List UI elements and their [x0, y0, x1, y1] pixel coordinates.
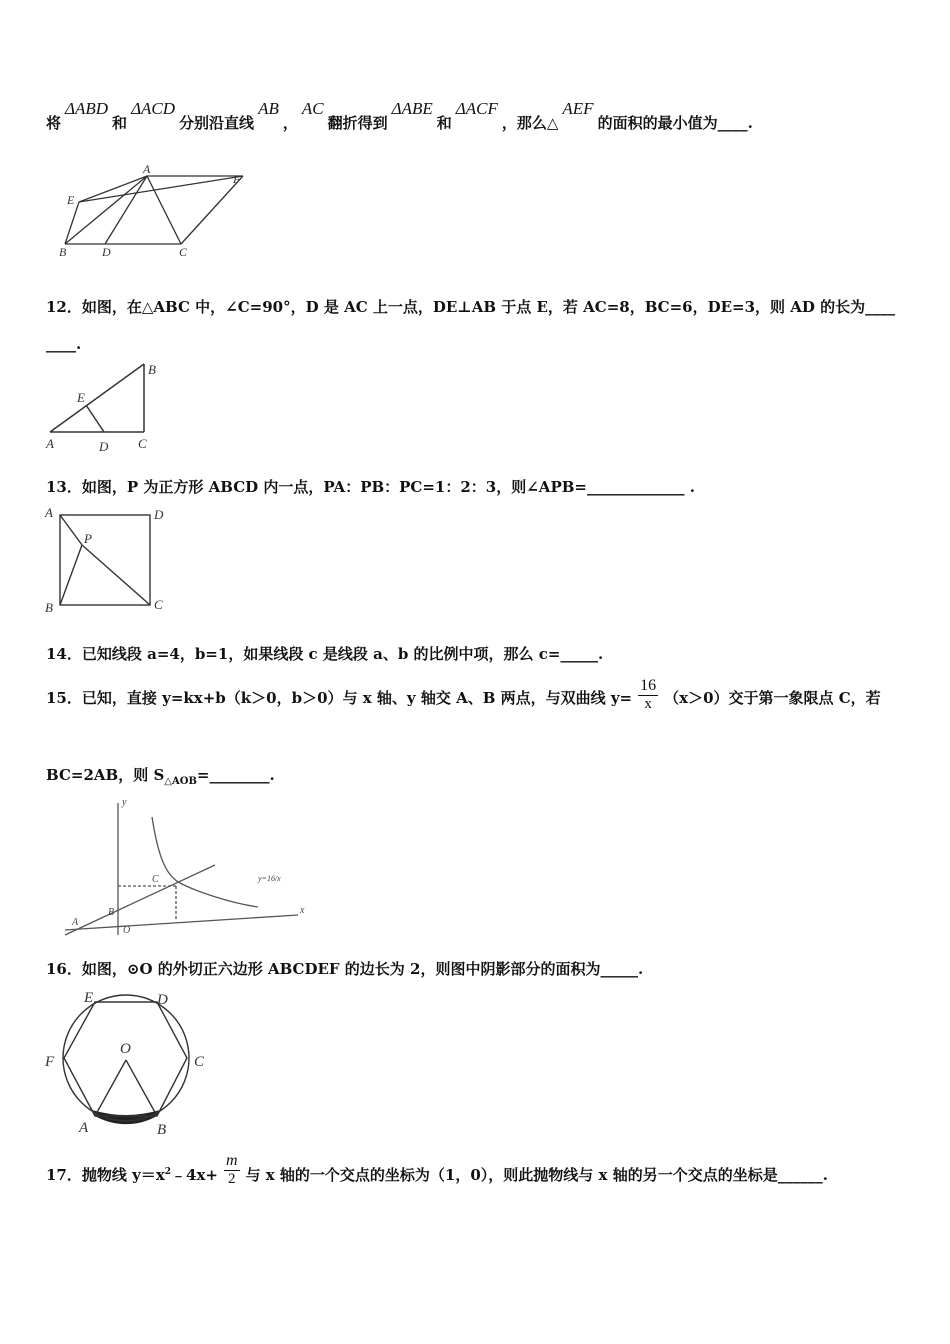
- fig12-label-E: E: [77, 390, 85, 405]
- figure-11: [55, 162, 255, 262]
- fig11-label-D: D: [102, 245, 111, 259]
- fig13-label-D: D: [154, 507, 164, 522]
- fig16-label-A: A: [79, 1120, 89, 1136]
- q17-part1: 17．抛物线 y＝x: [46, 1166, 165, 1184]
- q11-mid1: 分别沿直线: [179, 114, 255, 132]
- figure-12: [42, 360, 172, 455]
- fig16-label-O: O: [120, 1041, 131, 1057]
- q17-frac-den: 2: [228, 1171, 236, 1187]
- fig16-label-C: C: [194, 1054, 205, 1070]
- q15-fraction: [638, 677, 658, 713]
- q17-part2: ﹣4x+: [171, 1166, 218, 1184]
- fig16-label-F: F: [45, 1054, 55, 1070]
- q17-part3: 与 x 轴的一个交点的坐标为（1，0），则此抛物线与 x 轴的另一个交点的坐标是______.: [245, 1166, 828, 1184]
- fig12-label-A: A: [46, 436, 54, 451]
- question-14: 14．已知线段 a=4，b=1，如果线段 c 是线段 a、b 的比例中项，那么 c=_____.: [46, 645, 604, 663]
- fig12-label-B: B: [148, 362, 156, 377]
- q17-fraction: [224, 1152, 240, 1188]
- question-11: [46, 99, 753, 133]
- q11-tri2: ΔACD: [131, 99, 176, 118]
- q11-tri5: AEF: [562, 99, 594, 118]
- fig15-curve-label: y=16/x: [258, 874, 281, 883]
- q11-mid3: ，那么△: [501, 114, 559, 132]
- q17-frac-num: m: [225, 1152, 238, 1169]
- fig15-label-y: y: [122, 797, 127, 808]
- fig11-label-E: E: [67, 193, 75, 207]
- q11-comma: ，: [282, 114, 298, 132]
- q11-mid2: 翻折得到: [327, 114, 388, 132]
- q11-tri1: ΔABD: [65, 99, 109, 118]
- fig11-label-A: A: [143, 162, 151, 176]
- fig11-label-B: B: [59, 245, 67, 259]
- fig15-label-O: O: [123, 925, 131, 936]
- q11-line1: AB: [258, 99, 279, 118]
- q15-line2-a: BC=2AB，则 S: [46, 766, 165, 784]
- q11-line2: AC: [301, 99, 324, 118]
- q15-frac-num: 16: [640, 677, 657, 694]
- q15-part2: （x＞0）交于第一象限点 C，若: [664, 689, 881, 707]
- question-15-cont: [46, 764, 275, 787]
- fig11-label-F: F: [233, 172, 241, 186]
- q11-prefix: 将: [46, 114, 62, 132]
- fig15-label-x: x: [300, 905, 305, 916]
- q11-suffix: 的面积的最小值为____.: [597, 114, 753, 132]
- fig12-label-C: C: [138, 436, 147, 451]
- fig13-label-P: P: [84, 531, 92, 546]
- question-12-cont: ____.: [46, 335, 82, 353]
- q11-and1: 和: [112, 114, 128, 132]
- fig16-label-B: B: [157, 1122, 167, 1138]
- q15-part1: 15．已知，直接 y=kx+b（k＞0，b＞0）与 x 轴、y 轴交 A、B 两点，与双曲线 y=: [46, 689, 633, 707]
- question-17: [46, 1152, 828, 1194]
- q15-line2-sub: △AOB: [164, 776, 197, 787]
- q11-and2: 和: [436, 114, 452, 132]
- figure-13: [42, 503, 172, 618]
- q15-line2-b: =________.: [196, 766, 275, 784]
- fig13-label-B: B: [45, 600, 53, 615]
- fig15-label-C: C: [152, 874, 159, 885]
- figure-15: [60, 795, 320, 940]
- fig15-label-B: B: [108, 907, 115, 918]
- q17-sup: 2: [164, 1167, 172, 1177]
- fig13-label-C: C: [154, 597, 163, 612]
- q15-frac-den: x: [644, 696, 652, 712]
- q11-tri4: ΔACF: [455, 99, 498, 118]
- fig15-label-A: A: [72, 917, 79, 928]
- fig16-label-D: D: [157, 992, 168, 1008]
- fig16-label-E: E: [84, 990, 94, 1006]
- figure-16: [42, 988, 217, 1138]
- question-15: [46, 677, 881, 717]
- question-13: 13．如图，P 为正方形 ABCD 内一点，PA：PB：PC=1：2：3，则∠APB=_____________ .: [46, 478, 695, 496]
- q11-tri3: ΔABE: [391, 99, 433, 118]
- fig13-label-A: A: [45, 505, 53, 520]
- question-12: 12．如图，在△ABC 中，∠C=90°，D 是 AC 上一点，DE⊥AB 于点 E，若 AC=8，BC=6，DE=3，则 AD 的长为____: [46, 298, 896, 316]
- fig12-label-D: D: [99, 439, 109, 454]
- fig11-label-C: C: [179, 245, 188, 259]
- question-16: 16．如图，⊙O 的外切正六边形 ABCDEF 的边长为 2，则图中阴影部分的面积为_____.: [46, 960, 644, 978]
